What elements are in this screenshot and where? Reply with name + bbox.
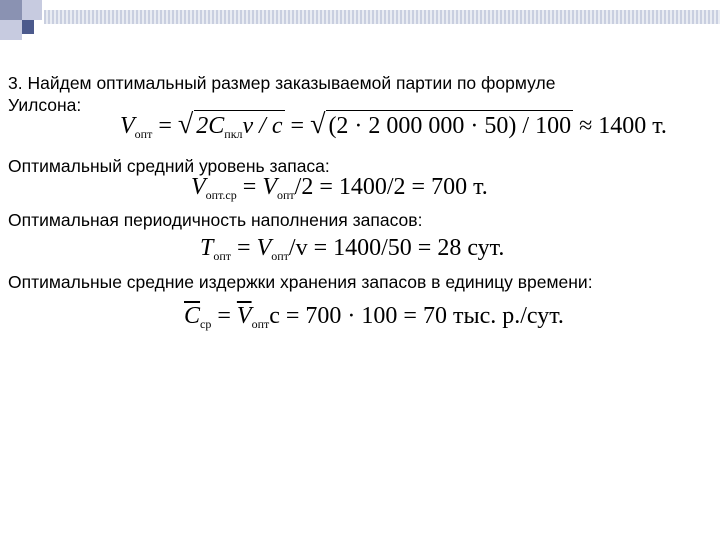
formula-3-equals: =: [237, 235, 257, 261]
formula-1-lhs-sub: опт: [134, 127, 153, 141]
decor-square: [22, 20, 34, 34]
formula-1-inner-tail: v / c: [242, 113, 283, 139]
radical-sign: √: [177, 109, 194, 140]
radicand-2: (2 · 2 000 000 · 50) / 100: [326, 110, 573, 141]
paragraph-2: Оптимальный средний уровень запаса:: [8, 156, 330, 176]
formula-1-equals-2: =: [290, 113, 305, 139]
decorative-header: [0, 0, 720, 40]
formula-2-lhs-sub: опт.ср: [205, 188, 237, 202]
formula-4-equals: =: [217, 303, 237, 329]
formula-1-result: ≈ 1400 т.: [579, 113, 667, 139]
formula-wilson: [120, 110, 667, 149]
decor-square: [0, 20, 22, 40]
formula-3-tail: /v = 1400/50 = 28 сут.: [288, 235, 505, 261]
formula-holding-cost: [184, 301, 564, 339]
radical-sign-2: √: [310, 109, 326, 140]
formula-1-inner: 2C: [196, 113, 225, 139]
formula-2-lhs: V: [191, 174, 206, 200]
formula-1-inner-sub: пкл: [224, 127, 243, 141]
decor-stripe: [44, 10, 720, 24]
formula-average-stock: [191, 172, 488, 210]
formula-2-rhs-sub: опт: [276, 188, 295, 202]
paragraph-3: Оптимальная периодичность наполнения запасов:: [8, 210, 423, 230]
formula-3-rhs-sub: опт: [271, 249, 289, 263]
formula-4-tail: c = 700 · 100 = 70 тыс. р./сут.: [269, 303, 564, 329]
formula-3-lhs-sub: опт: [213, 249, 232, 263]
paragraph-4: Оптимальные средние издержки хранения запасов в единицу времени:: [8, 272, 593, 292]
formula-4-lhs-sub: ср: [200, 317, 212, 331]
decor-square: [0, 0, 22, 20]
formula-3-rhs: V: [256, 235, 272, 261]
formula-4-rhs-sub: опт: [251, 317, 270, 331]
formula-periodicity: [200, 233, 504, 271]
paragraph-1-line-1: 3. Найдем оптимальный размер заказываемой партии по формуле: [8, 73, 556, 93]
formula-4-rhs: $\overline{V}$: [236, 303, 252, 329]
formula-2-tail: /2 = 1400/2 = 700 т.: [294, 174, 488, 200]
formula-1-lhs: V: [120, 113, 135, 139]
formula-1-equals: =: [158, 113, 172, 139]
decor-square: [22, 0, 42, 20]
paragraph-1-line-2: Уилсона:: [8, 95, 82, 115]
formula-3-lhs: T: [200, 235, 214, 261]
formula-4-lhs: $\overline{C}$: [184, 303, 201, 329]
formula-2-equals: =: [242, 174, 263, 200]
radicand-1: [194, 110, 284, 149]
formula-2-rhs: V: [262, 174, 277, 200]
